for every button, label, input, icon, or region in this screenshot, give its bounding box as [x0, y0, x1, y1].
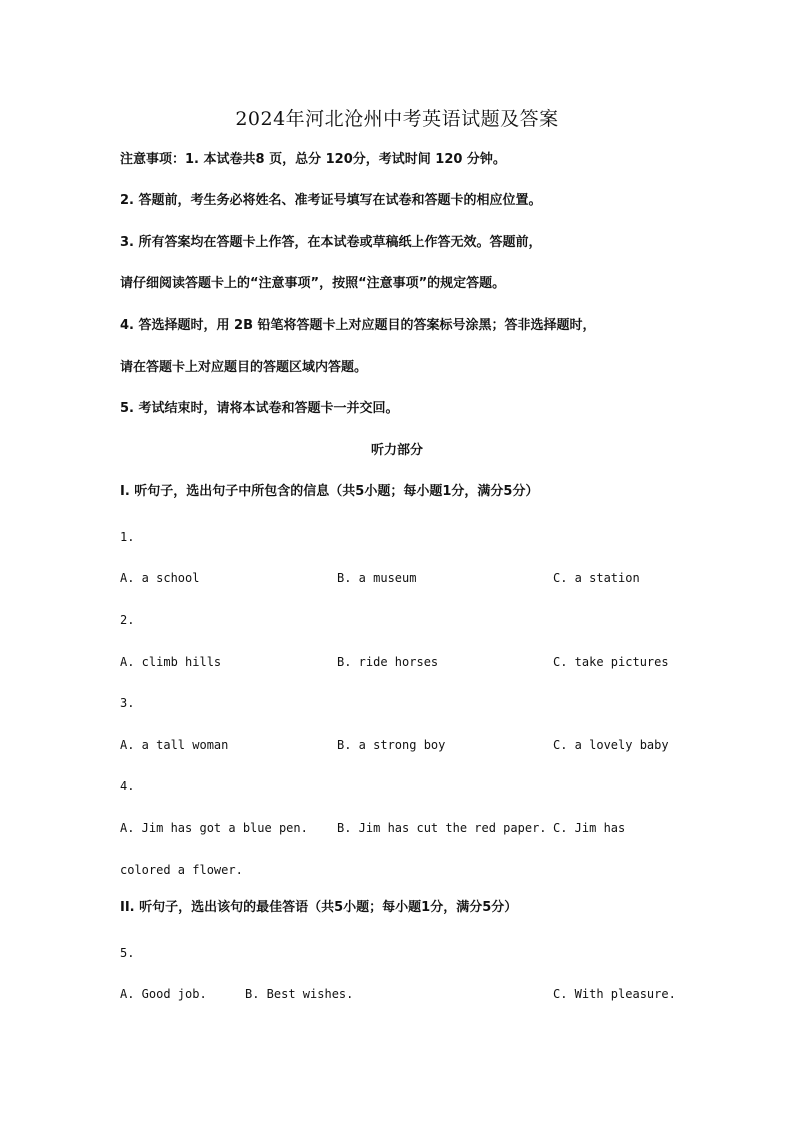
part2-heading: II. 听句子，选出该句的最佳答语（共5小题；每小题1分，满分5分） — [120, 900, 518, 915]
note-line-4: 请仔细阅读答题卡上的“注意事项”，按照“注意事项”的规定答题。 — [120, 276, 506, 291]
note-line-2: 2. 答题前，考生务必将姓名、准考证号填写在试卷和答题卡的相应位置。 — [120, 193, 542, 208]
note-line-1: 注意事项：1. 本试卷共8 页，总分 120分，考试时间 120 分钟。 — [120, 152, 506, 167]
question-number: 4. — [120, 779, 135, 793]
option-b: B. a strong boy — [337, 738, 446, 752]
question-number: 2. — [120, 613, 135, 627]
listening-heading: 听力部分 — [370, 443, 423, 458]
option-a: A. Good job. — [120, 987, 207, 1001]
option-a: A. Jim has got a blue pen. — [120, 821, 308, 835]
option-c: C. take pictures — [553, 655, 669, 669]
note-line-7: 5. 考试结束时，请将本试卷和答题卡一并交回。 — [120, 401, 399, 416]
option-b: B. ride horses — [337, 655, 439, 669]
option-b: B. a museum — [337, 571, 417, 585]
option-c: C. a lovely baby — [553, 738, 669, 752]
question-number: 1. — [120, 530, 135, 544]
note-line-3: 3. 所有答案均在答题卡上作答，在本试卷或草稿纸上作答无效。答题前， — [120, 235, 542, 250]
option-b: B. Best wishes. — [245, 987, 354, 1001]
page-title: 2024年河北沧州中考英语试题及答案 — [235, 108, 559, 130]
option-b: B. Jim has cut the red paper. — [337, 821, 547, 835]
option-a: A. a tall woman — [120, 738, 229, 752]
question-number: 3. — [120, 696, 135, 710]
option-c: C. Jim has — [553, 821, 626, 835]
option-a: A. a school — [120, 571, 200, 585]
option-c: C. With pleasure. — [553, 987, 676, 1001]
question-number: 5. — [120, 946, 135, 960]
note-line-6: 请在答题卡上对应题目的答题区域内答题。 — [120, 360, 368, 375]
note-line-5: 4. 答选择题时，用 2B 铅笔将答题卡上对应题目的答案标号涂黑；答非选择题时， — [120, 318, 596, 333]
option-a: A. climb hills — [120, 655, 222, 669]
part1-heading: I. 听句子，选出句子中所包含的信息（共5小题；每小题1分，满分5分） — [120, 484, 539, 499]
option-c-continued: colored a flower. — [120, 863, 243, 877]
option-c: C. a station — [553, 571, 640, 585]
